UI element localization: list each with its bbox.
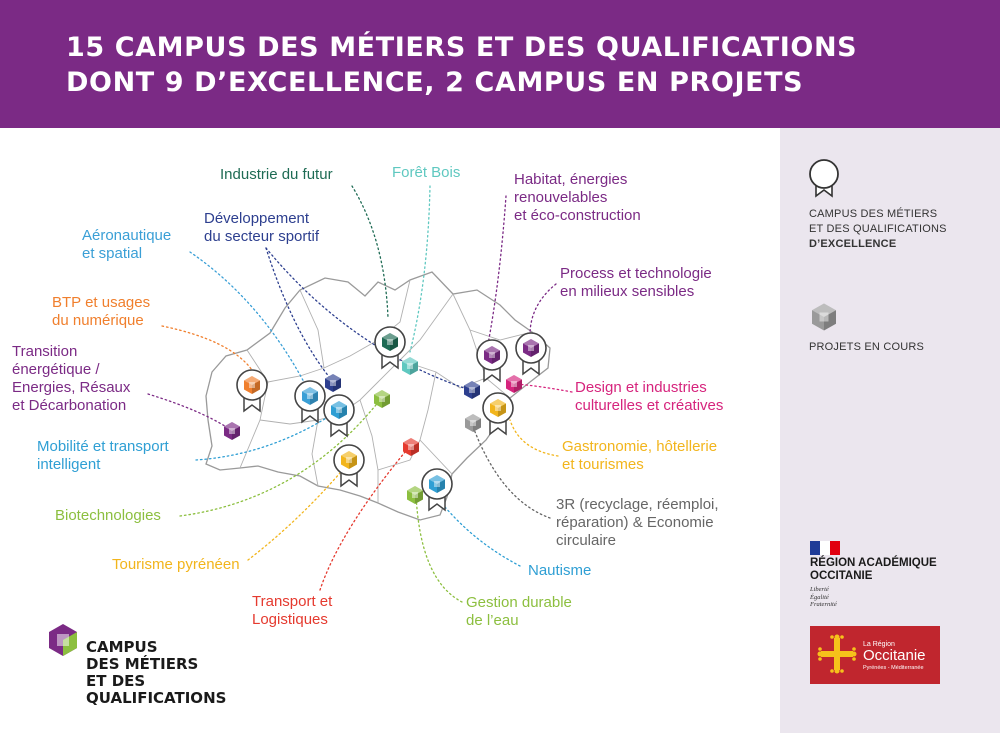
region-sub-label: Pyrénées - Méditerranée [863,665,924,671]
label-line: culturelles et créatives [575,397,724,414]
label-3r [556,496,719,550]
label-line: Gestion durable [466,594,572,611]
label-design [575,379,723,415]
cube-icon [809,302,839,332]
title-line-1: 15 CAMPUS DES MÉTIERS ET DES QUALIFICATIONS [66,32,858,63]
marianne-flag-icon [810,541,840,555]
label-industrie [220,166,333,184]
label-line: réparation) & Economie [556,514,714,531]
label-biotech [55,507,161,525]
occitan-cross-icon [815,632,859,676]
label-gastro [562,438,717,474]
campus-logo-text: CAMPUS DES MÉTIERS ET DES QUALIFICATIONS [86,638,227,707]
label-line: Nautisme [528,562,592,579]
label-line: de l’eau [466,612,519,629]
label-line: Transport et [252,593,333,610]
label-eau [466,594,572,630]
label-line: du secteur sportif [204,228,320,245]
label-btp [52,294,150,330]
label-process [560,265,712,301]
label-aero [82,227,171,263]
label-line: Gastronomie, hôtellerie [562,438,718,455]
label-line: circulaire [556,532,617,549]
legend-line: D’EXCELLENCE [809,238,897,250]
label-habitat [514,171,641,225]
label-line: Forêt Bois [392,164,461,181]
label-line: Tourisme pyrénéen [112,556,240,573]
medal-icon [806,156,842,200]
label-line: Aéronautique [82,227,172,244]
label-tourisme [112,556,240,574]
label-mobilite [37,438,169,474]
label-line: et éco-construction [514,207,641,224]
label-line: Logistiques [252,611,328,628]
region-name: Occitanie [863,647,926,664]
label-line: et tourismes [562,456,644,473]
label-line: renouvelables [514,189,608,206]
label-nautisme [528,562,591,580]
legend-line: ET DES QUALIFICATIONS [809,223,947,235]
legend-projets: PROJETS EN COURS [809,341,925,353]
label-line: Biotechnologies [55,507,161,524]
label-line: Industrie du futur [220,166,333,183]
label-line: Mobilité et transport [37,438,169,455]
page-title [66,30,966,100]
label-line: Design et industries [575,379,707,396]
republique-motto: Liberté Égalité Fraternité [810,586,837,608]
label-line: BTP et usages [52,294,151,311]
label-foret [392,164,460,182]
label-transport [252,593,332,629]
label-line: Habitat, énergies [514,171,628,188]
label-sportif [204,210,319,246]
title-line-2: DONT 9 D’EXCELLENCE, 2 CAMPUS EN PROJETS [66,67,804,98]
label-line: Process et technologie [560,265,712,282]
label-line: énergétique / [12,361,100,378]
label-line: du numérique [52,312,144,329]
region-small-label: La Région [863,641,895,648]
header-banner [0,0,1000,128]
label-line: en milieux sensibles [560,283,695,300]
label-line: Développement [204,210,310,227]
label-line: et Décarbonation [12,397,127,414]
academie-title: RÉGION ACADÉMIQUE OCCITANIE [810,557,937,582]
campus-logo-icon [49,624,77,656]
legend-excellence [809,207,947,252]
label-line: 3R (recyclage, réemploi, [556,496,719,513]
label-transition [12,343,130,415]
label-line: intelligent [37,456,101,473]
label-line: et spatial [82,245,143,262]
label-line: Energies, Résaux [12,379,131,396]
label-line: Transition [12,343,78,360]
legend-line: CAMPUS DES MÉTIERS [809,208,938,220]
